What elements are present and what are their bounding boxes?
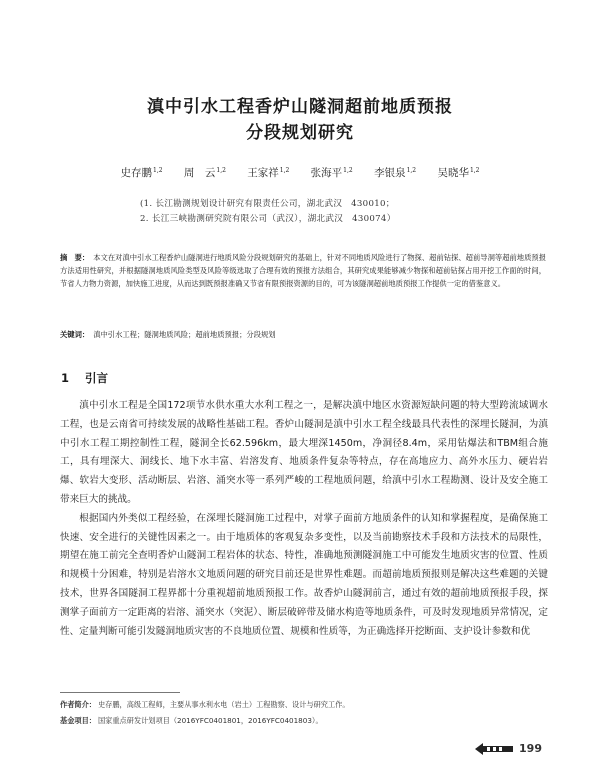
paragraph: 滇中引水工程是全国172项节水供水重大水利工程之一，是解决滇中地区水资源短缺问题的特大型跨流域调水工程，也是云南省可持续发展的战略性基础工程。香炉山隧洞是滇中引水工程全线最具代表性的深埋长隧洞，为滇中引水工程工期控制性工程，隧洞全长62.596km，最大埋深1450m，净洞径8.4m，采用钻爆法和TBM组合施工，具有埋深大、洞线长、地下水丰富、岩溶发育、地质条件复杂等特点，存在高地应力、高外水压力、硬岩岩爆、软岩大变形、活动断层、岩溶、涌突水等一系列严峻的工程地质问题，给滇中引水工程勘测、设计及安全施工带来巨大的挑战。 — [60, 400, 548, 505]
author: 吴晓华$^{1,2}$ — [437, 167, 480, 179]
section-heading — [61, 370, 108, 386]
keywords-label: 关键词： — [60, 330, 90, 339]
page-indicator — [475, 742, 542, 755]
author: 张海平$^{1,2}$ — [310, 167, 353, 179]
paper-title-line1: 滇中引水工程香炉山隧洞超前地质预报 — [147, 97, 453, 117]
author-list — [0, 165, 600, 180]
footnote-author-label: 作者简介： — [60, 700, 96, 709]
footnote-fund: 基金项目： 国家重点研发计划项目（2016YFC0401801，2016YFC0401803）。 — [60, 716, 323, 725]
author: 李银泉$^{1,2}$ — [374, 167, 417, 179]
keywords-text: 滇中引水工程；隧洞地质风险；超前地质预报；分段规划 — [93, 330, 276, 339]
section-number: 1 — [61, 371, 70, 385]
paper-title-line2: 分段规划研究 — [246, 123, 354, 143]
arrow-left-icon — [475, 743, 513, 755]
keywords — [60, 330, 546, 340]
footnote-author: 作者简介： 史存鹏，高级工程师，主要从事水利水电（岩土）工程勘察、设计与研究工作。 — [60, 700, 350, 709]
abstract — [60, 251, 546, 291]
affiliation-2: 2. 长江三峡勘测研究院有限公司（武汉），湖北武汉 430074） — [140, 214, 396, 224]
footnote-fund-label: 基金项目： — [60, 716, 96, 725]
paragraph: 根据国内外类似工程经验，在深埋长隧洞施工过程中，对掌子面前方地质条件的认知和掌握程度，是确保施工快速、安全进行的关键性因素之一。由于地质体的客观复杂多变性，以及当前勘察技术手段和方法技术的局限性，期望在施工前完全查明香炉山隧洞工程岩体的状态、特性，准确地预测隧洞施工中可能发生地质灾害的位置、性质和规模十分困难，特别是岩溶水文地质问题的研究目前还是世界性难题。而超前地质预报则是解决这些难题的关键技术，世界各国隧洞工程界都十分重视超前地质预报工作。故香炉山隧洞前言，通过有效的超前地质预报手段，探测掌子面前方一定距离的岩溶、涌突水（突泥）、断层破碎带及储水构造等地质条件，可及时发现地质异常情况，定性、定量判断可能引发隧洞地质灾害的不良地质位置、规模和性质等，为正确选择开挖断面、支护设计参数和优 — [60, 512, 548, 637]
abstract-text: 本文在对滇中引水工程香炉山隧洞进行地质风险分段规划研究的基础上，针对不同地质风险进行了物探、超前钻探、超前导洞等超前地质预报方法适用性研究，并根据隧洞地质风险类型及风险等级选取了合理有效的预报方法组合，其研究成果能够减少物探和超前钻探占用开挖工作面的时间，节省人力物力资源，加快施工进度，从而达到既预报准确又节省有限预报资源的目的，可为该隧洞超前地质预报工作提供一定的借鉴意义。 — [60, 253, 547, 289]
page-number: 199 — [519, 742, 542, 755]
abstract-label: 摘 要： — [60, 253, 90, 262]
affiliation-1: (1. 长江勘测规划设计研究有限责任公司，湖北武汉 430010； — [140, 199, 395, 209]
author: 王家祥$^{1,2}$ — [247, 167, 290, 179]
author: 周 云$^{1,2}$ — [183, 167, 226, 179]
body-text — [60, 397, 548, 641]
footnote-divider — [60, 692, 180, 693]
author: 史存鹏$^{1,2}$ — [120, 167, 163, 179]
section-title: 引言 — [85, 371, 109, 385]
